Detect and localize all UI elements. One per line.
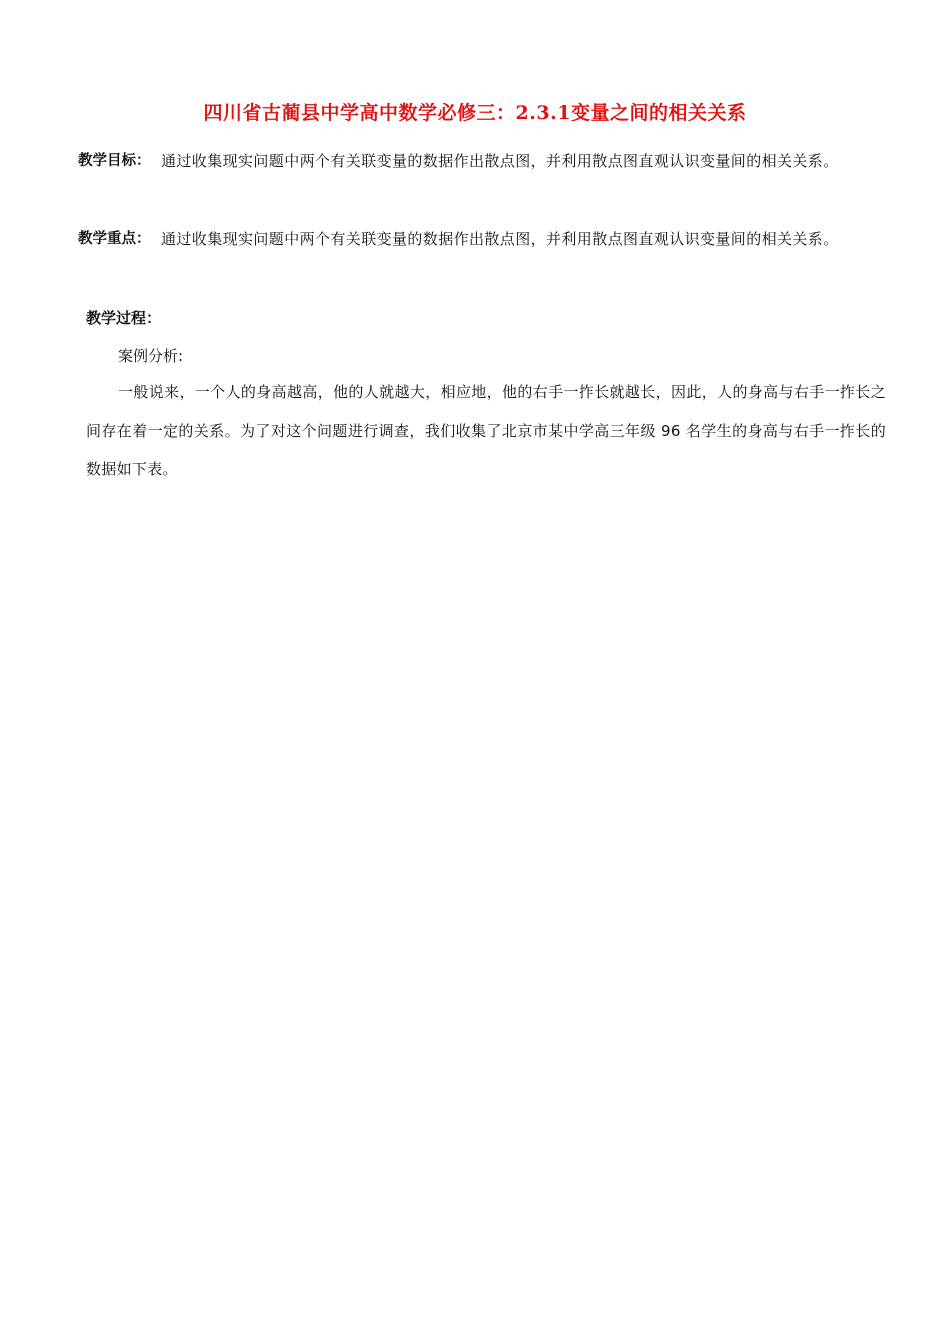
teaching-key-text: 通过收集现实问题中两个有关联变量的数据作出散点图，并利用散点图直观认识变量间的相关关系。 [161, 230, 839, 248]
teaching-key-label: 教学重点： [78, 231, 151, 247]
document-title: 四川省古蔺县中学高中数学必修三：2.3.1变量之间的相关关系 [203, 102, 747, 124]
teaching-goal-text: 通过收集现实问题中两个有关联变量的数据作出散点图，并利用散点图直观认识变量间的相关关系。 [161, 152, 839, 170]
case-analysis-paragraph: 一般说来，一个人的身高越高，他的人就越大，相应地，他的右手一拃长就越长，因此，人的身高与右手一拃长之间存在着一定的关系。为了对这个问题进行调查，我们收集了北京市某中学高三年级 96 名学生的身高与右手一拃长的数据如下表。 [86, 383, 886, 478]
teaching-process-label: 教学过程： [86, 309, 162, 327]
teaching-goal-label: 教学目标： [78, 153, 151, 169]
teaching-goal-section [78, 141, 878, 182]
teaching-key-section [78, 219, 878, 260]
case-analysis-label: 案例分析: [118, 347, 184, 365]
